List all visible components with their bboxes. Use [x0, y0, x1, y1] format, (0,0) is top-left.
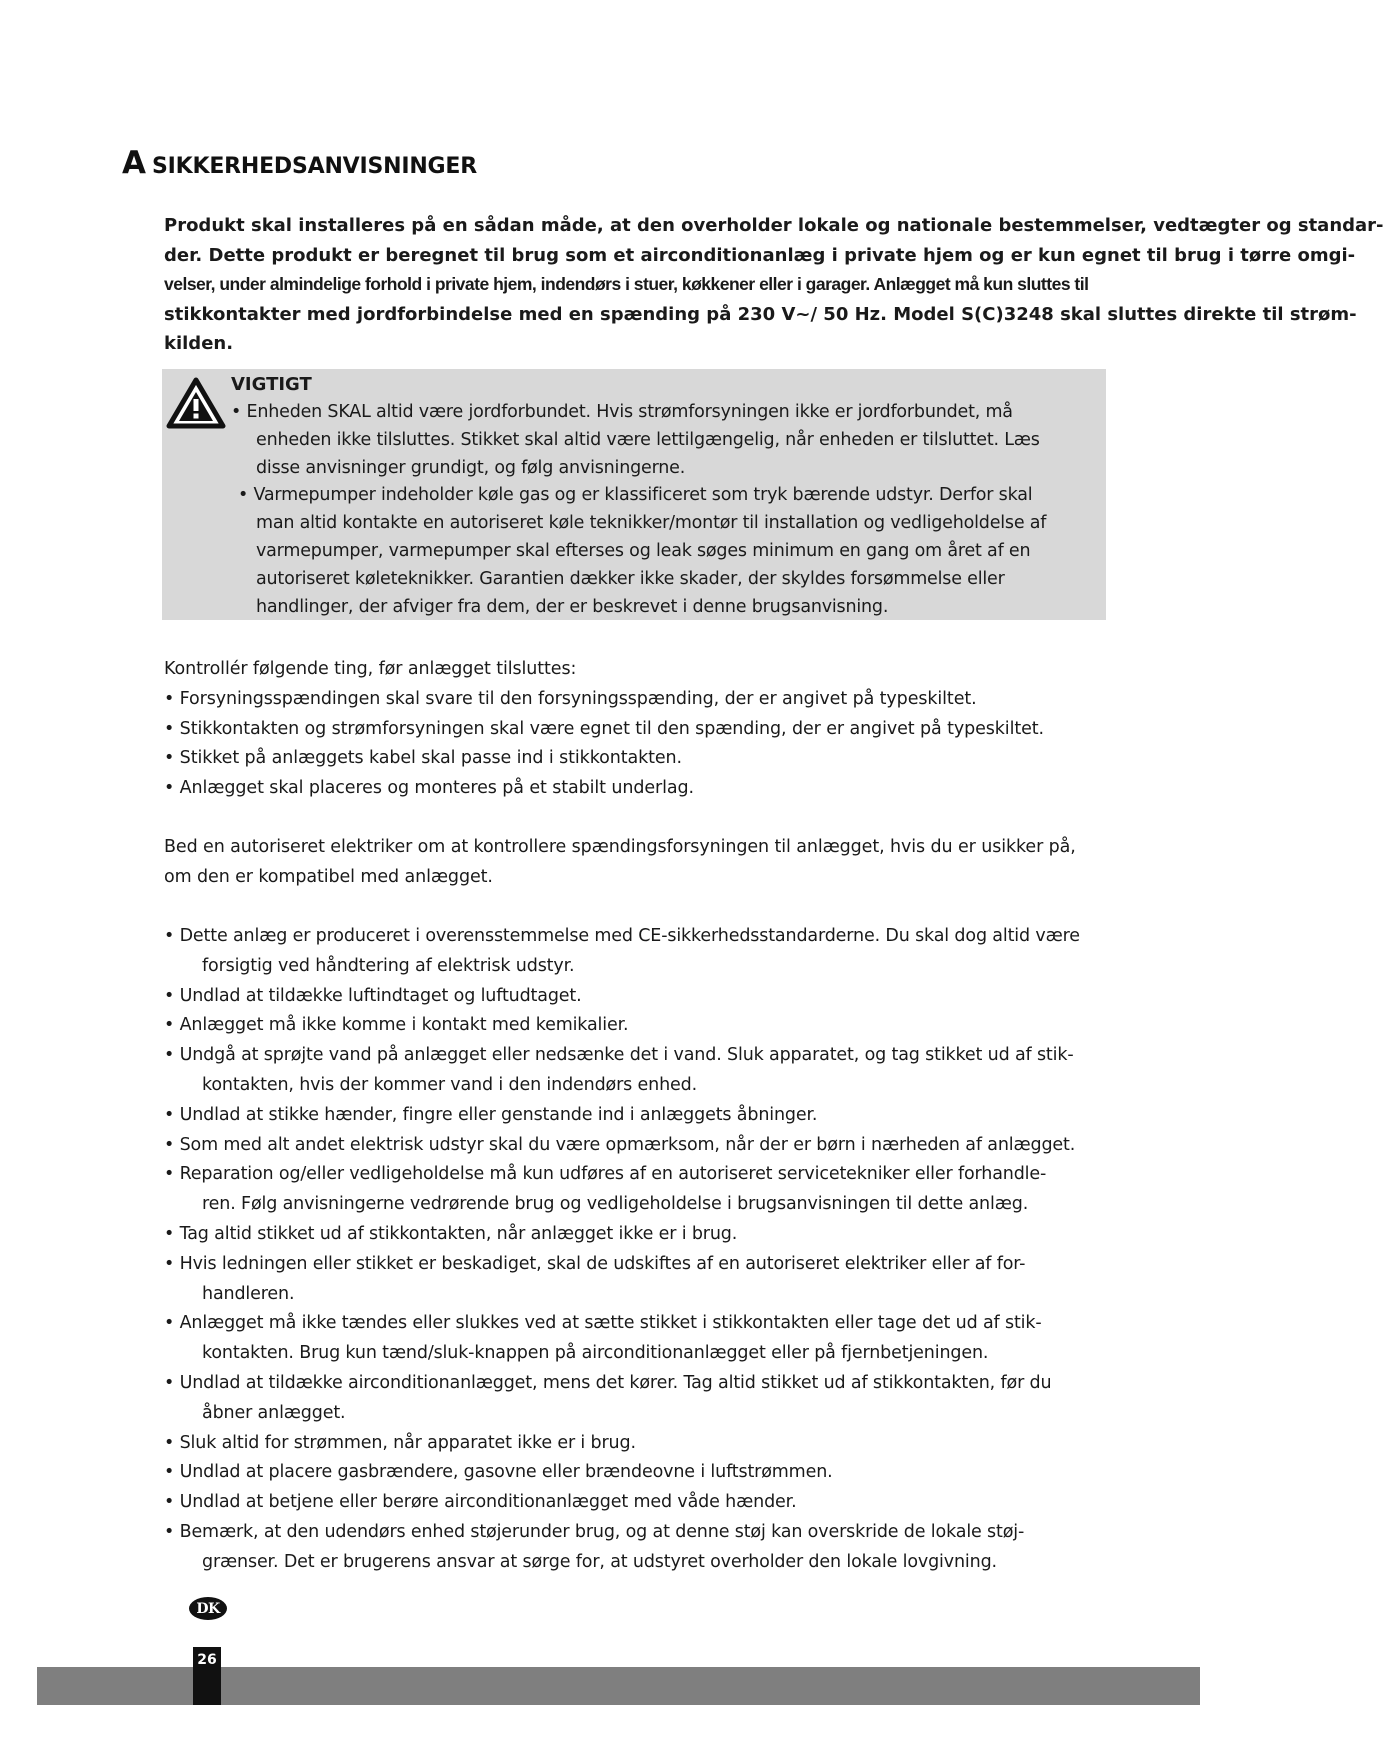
list-item: • Anlægget må ikke komme i kontakt med kemikalier. — [164, 1015, 629, 1036]
list-item: • Undlad at placere gasbrændere, gasovne eller brændeovne i luftstrømmen. — [164, 1462, 833, 1483]
section-title: SIKKERHEDSANVISNINGER — [152, 154, 477, 179]
list-item-continuation: ren. Følg anvisningerne vedrørende brug og vedligeholdelse i brugsanvisningen til dette anlæg. — [202, 1194, 1029, 1215]
warning-bullet-line: varmepumper, varmepumper skal efterses og leak søges minimum en gang om året af en — [256, 540, 1031, 561]
warning-bullet-line: man altid kontakte en autoriseret køle teknikker/montør til installation og vedligeholdelse af — [256, 513, 1047, 534]
intro-paragraph — [164, 211, 1384, 359]
list-item: • Anlægget må ikke tændes eller slukkes ved at sætte stikket i stikkontakten eller tage det ud af stik- — [164, 1313, 1042, 1334]
list-item: • Sluk altid for strømmen, når apparatet ikke er i brug. — [164, 1432, 636, 1453]
paragraph-line: om den er kompatibel med anlægget. — [164, 866, 493, 887]
list-item: • Undlad at stikke hænder, fingre eller genstande ind i anlæggets åbninger. — [164, 1104, 818, 1125]
electrician-paragraph — [164, 833, 1164, 893]
intro-line: der. Dette produkt er beregnet til brug som et airconditionanlæg i private hjem og er kun egnet til brug i tørre omgi- — [164, 244, 1356, 266]
warning-bullet-line: • Enheden SKAL altid være jordforbundet. Hvis strømforsyningen ikke er jordforbundet, må — [231, 402, 1013, 422]
list-item-continuation: åbner anlægget. — [202, 1402, 346, 1423]
page-number: 26 — [193, 1647, 221, 1705]
warning-bullet-line: autoriseret køleteknikker. Garantien dækker ikke skader, der skyldes forsømmelse eller — [256, 568, 1005, 589]
list-item: • Undlad at tildække airconditionanlægget, mens det kører. Tag altid stikket ud af stikkontakten, før du — [164, 1372, 1052, 1393]
intro-line: kilden. — [164, 333, 234, 354]
list-item: • Undlad at tildække luftindtaget og luftudtaget. — [164, 985, 582, 1006]
list-item: • Forsyningsspændingen skal svare til den forsyningsspænding, der er angivet på typeskiltet. — [164, 688, 977, 709]
intro-line: velser, under almindelige forhold i private hjem, indendørs i stuer, køkkener eller i garager. Anlægget må kun sluttes til — [164, 274, 1089, 294]
warning-bullet-line: disse anvisninger grundigt, og følg anvisningerne. — [256, 457, 686, 478]
list-item: • Stikket på anlæggets kabel skal passe ind i stikkontakten. — [164, 748, 683, 769]
intro-line: Produkt skal installeres på en sådan måde, at den overholder lokale og nationale bestemmelser, vedtægter og standar- — [164, 215, 1384, 236]
list-item-continuation: grænser. Det er brugerens ansvar at sørge for, at udstyret overholder den lokale lovgivning. — [202, 1551, 997, 1572]
list-item: • Undgå at sprøjte vand på anlægget eller nedsænke det i vand. Sluk apparatet, og tag stikket ud af stik- — [164, 1045, 1074, 1066]
list-item: • Dette anlæg er produceret i overensstemmelse med CE-sikkerhedsstandarderne. Du skal dog altid være — [164, 926, 1080, 946]
list-item: • Hvis ledningen eller stikket er beskadiget, skal de udskiftes af en autoriseret elektriker eller af for- — [164, 1253, 1026, 1274]
warning-bullet-line: • Varmepumper indeholder køle gas og er klassificeret som tryk bærende udstyr. Derfor skal — [238, 485, 1033, 506]
warning-triangle-icon — [166, 377, 226, 429]
list-item-continuation: kontakten. Brug kun tænd/sluk-knappen på airconditionanlægget eller på fjernbetjeningen. — [202, 1343, 989, 1364]
checklist-intro: Kontrollér følgende ting, før anlægget tilsluttes: — [164, 659, 577, 679]
section-heading — [122, 143, 477, 181]
list-item: • Tag altid stikket ud af stikkontakten, når anlægget ikke er i brug. — [164, 1223, 738, 1244]
list-item-continuation: handleren. — [202, 1283, 295, 1304]
list-item: • Undlad at betjene eller berøre airconditionanlægget med våde hænder. — [164, 1492, 797, 1513]
list-item: • Stikkontakten og strømforsyningen skal være egnet til den spænding, der er angivet på typeskiltet. — [164, 718, 1044, 739]
warning-body — [231, 399, 1046, 621]
pre-connection-checklist — [164, 655, 1164, 804]
list-item-continuation: forsigtig ved håndtering af elektrisk udstyr. — [202, 955, 575, 976]
section-letter: A — [122, 145, 146, 181]
list-item: • Bemærk, at den udendørs enhed støjerunder brug, og at denne støj kan overskride de lokale støj- — [164, 1521, 1025, 1542]
list-item: • Reparation og/eller vedligeholdelse må kun udføres af en autoriseret servicetekniker eller forhandle- — [164, 1164, 1047, 1185]
list-item-continuation: kontakten, hvis der kommer vand i den indendørs enhed. — [202, 1074, 698, 1095]
list-item: • Som med alt andet elektrisk udstyr skal du være opmærksom, når der er børn i nærheden af anlægget. — [164, 1134, 1076, 1155]
list-item: • Anlægget skal placeres og monteres på et stabilt underlag. — [164, 778, 694, 799]
warning-bullet-line: handlinger, der afviger fra dem, der er beskrevet i denne brugsanvisning. — [256, 596, 889, 617]
intro-line: stikkontakter med jordforbindelse med en spænding på 230 V~/ 50 Hz. Model S(C)3248 skal sluttes direkte til strøm- — [164, 303, 1357, 325]
safety-bullet-list — [164, 922, 1164, 1578]
language-badge: DK — [189, 1597, 227, 1620]
warning-bullet-line: enheden ikke tilsluttes. Stikket skal altid være lettilgængelig, når enheden er tilsluttet. Læs — [256, 429, 1040, 450]
paragraph-line: Bed en autoriseret elektriker om at kontrollere spændingsforsyningen til anlægget, hvis du er usikker på, — [164, 837, 1076, 857]
warning-box — [162, 369, 1106, 620]
warning-title: VIGTIGT — [231, 374, 312, 395]
